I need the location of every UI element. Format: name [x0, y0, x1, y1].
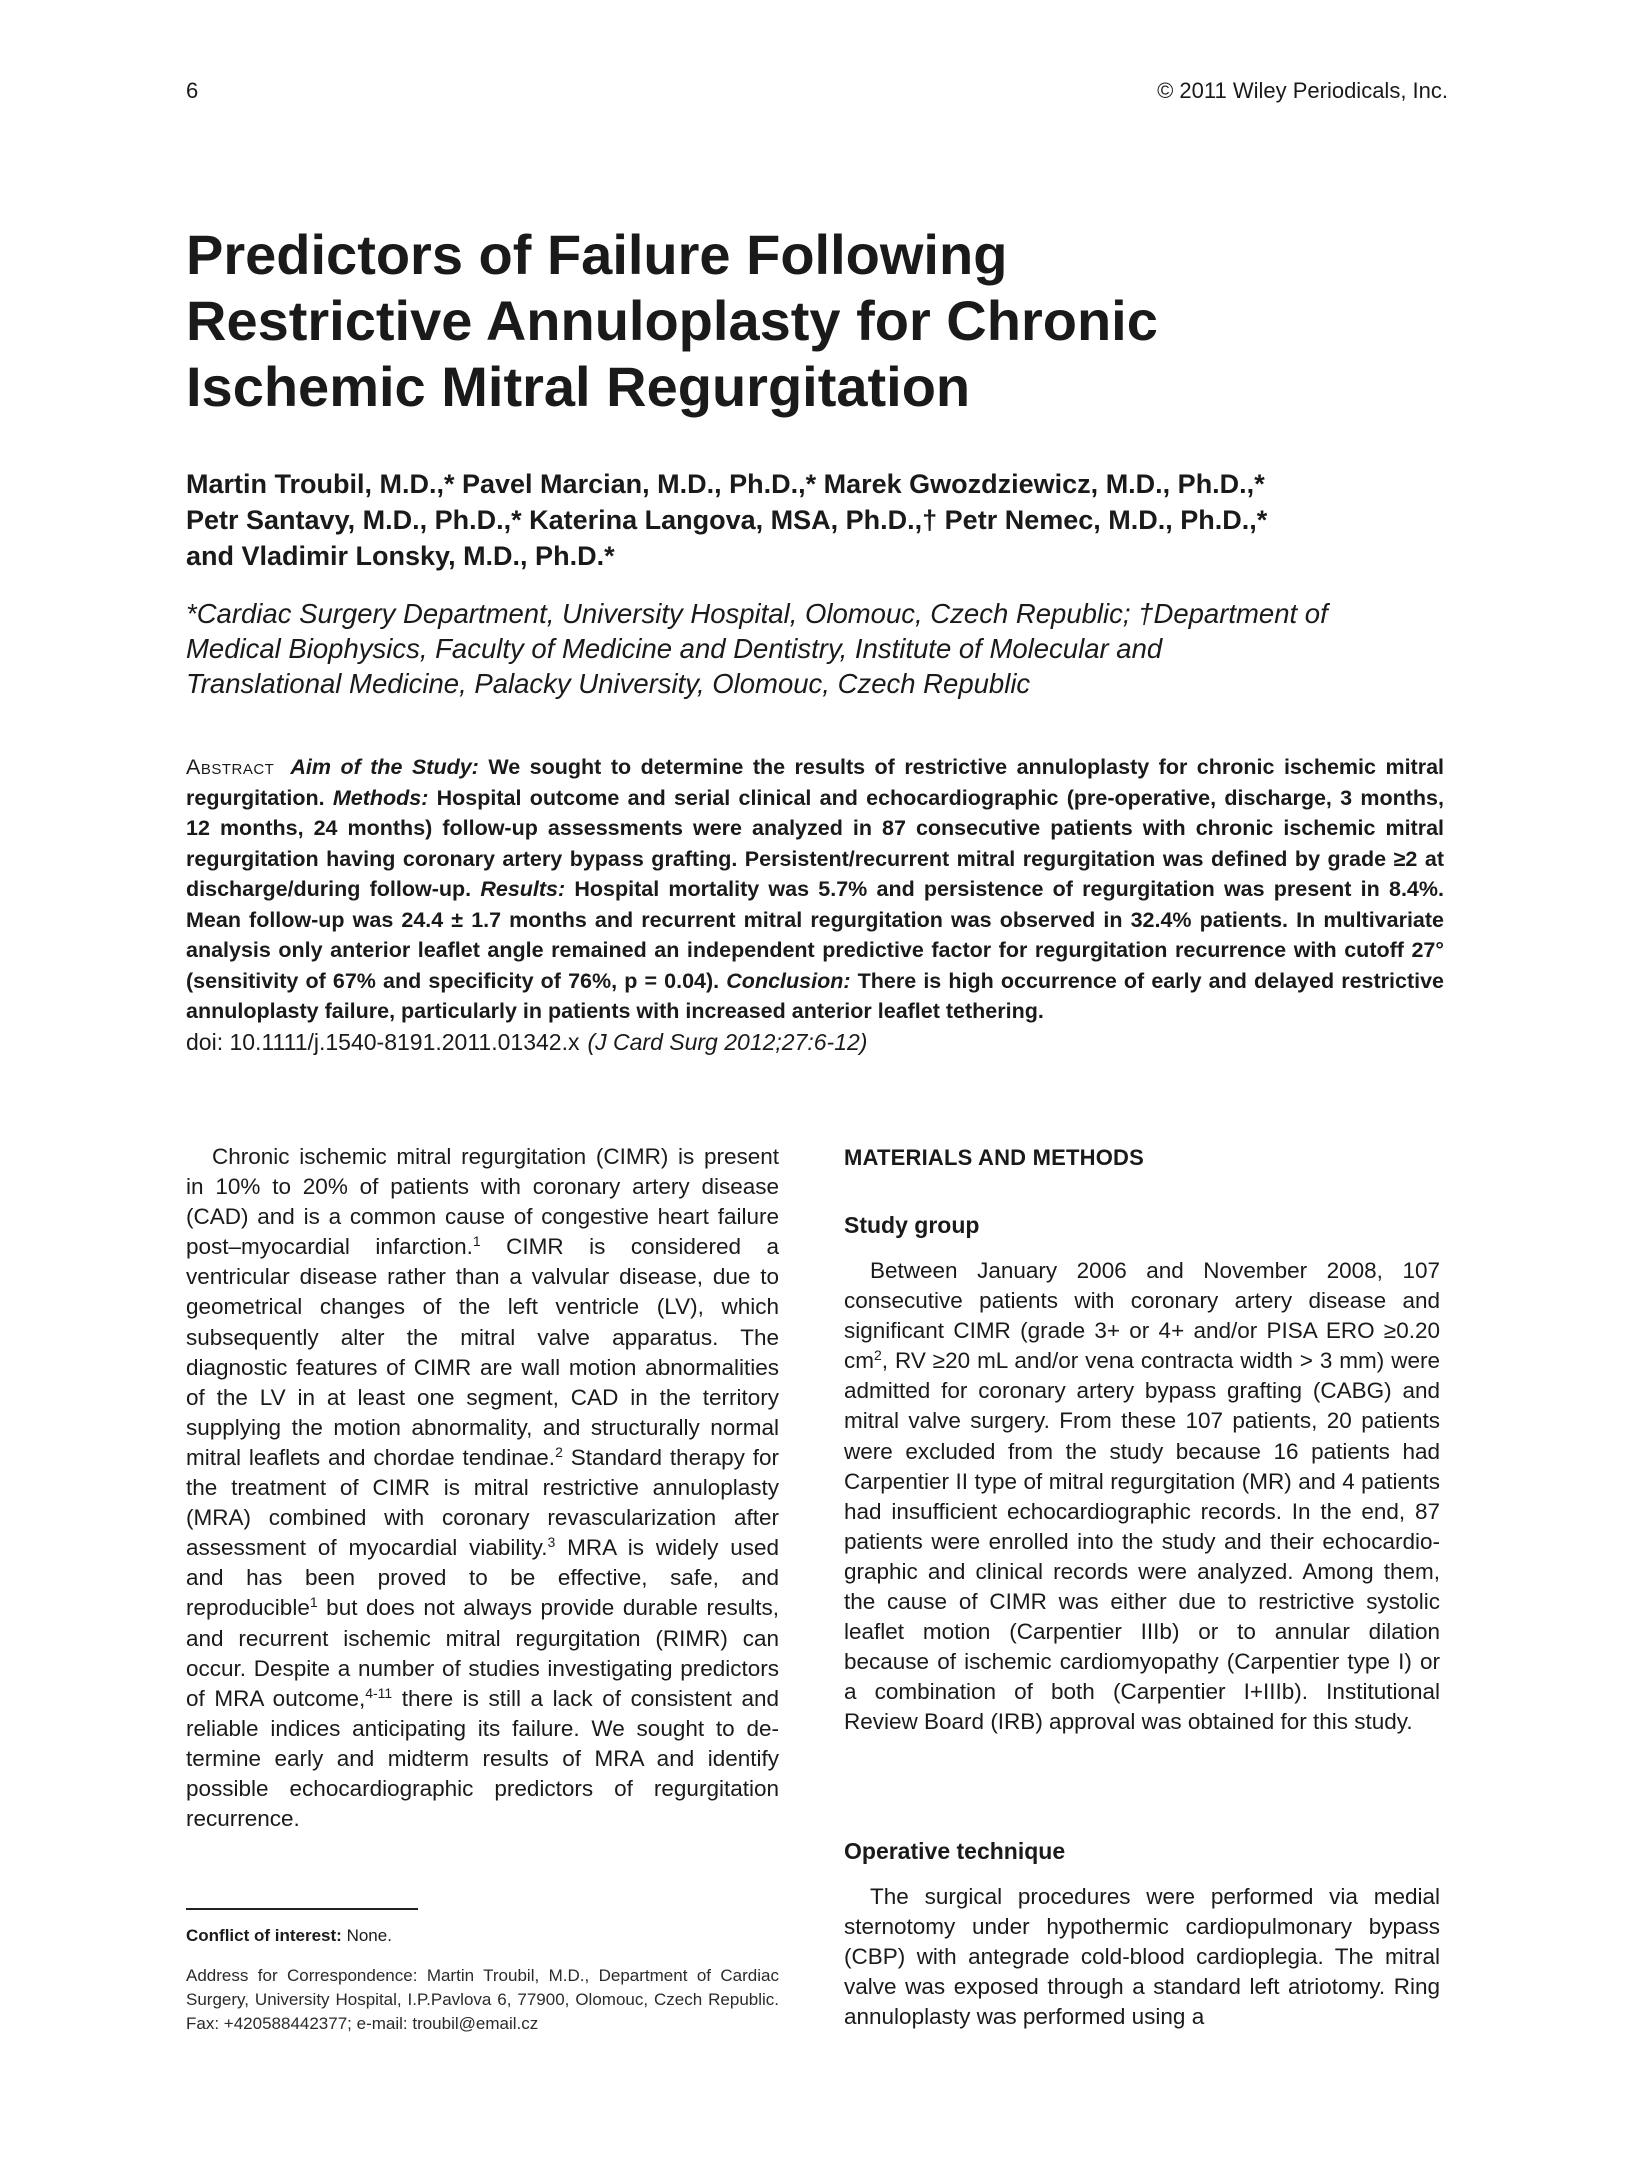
methods-label: Methods:	[332, 785, 429, 810]
affiliations	[186, 596, 1466, 701]
intro-text: Standard therapy for the treatment of CIMR is mitral restrictive annuloplasty (MRA) combined with coronary revascularization after assessment of myocardial viability.	[186, 1444, 779, 1561]
conflict-value: None.	[341, 1926, 392, 1945]
title-line: Ischemic Mitral Regurgitation	[186, 355, 971, 418]
intro-text: there is still a lack of consistent and reliable indices anticipating its failure. We sought to determine early and midterm results of MRA and identify possible echocardiographic predictors of regurgitation recurrence.	[186, 1685, 779, 1832]
footnote-divider	[186, 1908, 418, 1910]
abstract-label: Abstract	[186, 755, 275, 779]
operative-paragraph: The surgical procedures were performed via medial sternotomy under hypothermic cardiopulmonary bypass (CBP) with antegrade cold-blood cardioplegia. The mitral valve was exposed through a standard left atriotomy. Ring annuloplasty was performed using a	[844, 1884, 1440, 2030]
ref-superscript: 2	[555, 1443, 563, 1460]
title-line: Predictors of Failure Following	[186, 223, 1008, 286]
results-label: Results:	[480, 877, 566, 901]
study-group-text: Between January 2006 and November 2008, 107 consecutive patients with coronary artery disease and significant CIMR (grade 3+ or 4+ and/or PISA ERO ≥0.20 cm	[844, 1258, 1440, 1374]
author-line: Martin Troubil, M.D.,* Pavel Marcian, M.D., Ph.D.,* Marek Gwozdziewicz, M.D., Ph.D.,*	[186, 469, 1265, 499]
introduction-paragraph	[186, 1142, 779, 1834]
page-number: 6	[186, 78, 199, 103]
conclusion-label: Conclusion:	[726, 968, 851, 993]
conflict-of-interest	[186, 1924, 779, 1948]
results-text: Hospital mortality was 5.7% and persistence of regurgitation was present in 8.4%. Mean follow-up was 24.4 ± 1.7 months and recurrent mitral regurgitation was observed in 32.4% patients. In multivariate analysis only anterior leaflet angle remained an independent predictive factor for regurgitation recurrence with cutoff 27° (sensitivity of 67% and specificity of 76%, p = 0.04).	[186, 877, 1444, 993]
operative-column	[844, 1882, 1440, 2032]
article-title	[186, 222, 1486, 420]
doi: doi: 10.1111/j.1540-8191.2011.01342.x	[186, 1028, 580, 1055]
methods-text: Hospital outcome and serial clinical and echocardiographic (pre-operative, discharge, 3 months, 12 months, 24 months) follow-up assessments were analyzed in 87 consecutive patients with chronic ischemic mitral regurgitation having coronary artery bypass grafting. Persistent/recurrent mitral regurgitation was defined by grade ≥2 at discharge/during follow-up.	[186, 785, 1444, 901]
author-line: and Vladimir Lonsky, M.D., Ph.D.*	[186, 541, 615, 571]
intro-text: Chronic ischemic mitral regurgitation (CIMR) is present in 10% to 20% of patients with coronary artery disease (CAD) and is a common cause of congestive heart failure post–myocardial infarction.	[186, 1144, 779, 1260]
study-group-text: , RV ≥20 mL and/or vena contracta width > 3 mm) were admitted for coronary artery bypass grafting (CABG) and mitral valve surgery. From these 107 patients, 20 patients were excluded from the study because 16 patients had Carpentier II type of mitral regurgitation (MR) and 4 patients had insufficient echocardiographic records. In the end, 87 patients were enrolled into the study and their echocardiographic and clinical records were analyzed. Among them, the cause of CIMR was either due to restrictive systolic leaflet motion (Carpentier IIIb) or to annular dilation because of ischemic cardiomyopathy (Carpentier type I) or a combination of both (Carpentier I+IIIb). Institutional Review Board (IRB) approval was obtained for this study.	[844, 1348, 1440, 1735]
affiliation-line: *Cardiac Surgery Department, University Hospital, Olomouc, Czech Republic; †Department of	[186, 598, 1328, 629]
subsection-heading: Study group	[844, 1212, 980, 1238]
ref-superscript: 1	[309, 1594, 318, 1611]
intro-text: but does not always provide durable results, and recurrent ischemic mitral regurgitation (RIMR) can occur. Despite a number of studies investigating predictors of MRA outcome,	[186, 1595, 779, 1711]
ref-superscript: 3	[547, 1534, 556, 1551]
intro-text: MRA is widely used and has been proved to be effective, safe, and reproducible	[186, 1535, 779, 1621]
abstract	[186, 752, 1444, 1057]
introduction-column	[186, 1142, 779, 1834]
conflict-label: Conflict of interest:	[186, 1926, 342, 1945]
doi-line	[186, 1027, 1444, 1058]
affiliation-line: Translational Medicine, Palacky University, Olomouc, Czech Republic	[186, 668, 1031, 699]
study-group-column	[844, 1256, 1440, 1738]
ref-superscript: 4-11	[365, 1684, 393, 1701]
journal-citation: (J Card Surg 2012;27:6-12)	[587, 1028, 868, 1055]
ref-superscript: 1	[472, 1233, 481, 1250]
affiliation-line: Medical Biophysics, Faculty of Medicine and Dentistry, Institute of Molecular and	[186, 633, 1163, 664]
conclusion-text: There is high occurrence of early and delayed restrictive annuloplasty failure, particularly in patients with increased anterior leaflet tethering.	[186, 968, 1445, 1023]
section-heading: MATERIALS AND METHODS	[844, 1145, 1144, 1170]
aim-text: We sought to determine the results of restrictive annuloplasty for chronic ischemic mitral regurgitation.	[186, 755, 1444, 810]
footnote	[186, 1924, 779, 2036]
author-list	[186, 466, 1466, 574]
correspondence-address: Address for Correspondence: Martin Troubil, M.D., Department of Cardiac Surgery, University Hospital, I.P.Pavlova 6, 77900, Olomouc, Czech Republic. Fax: +420588442377; e-mail: troubil@email.cz	[186, 1966, 779, 2033]
superscript: 2	[874, 1347, 882, 1364]
copyright-notice: © 2011 Wiley Periodicals, Inc.	[1157, 78, 1448, 103]
study-group-paragraph	[844, 1256, 1440, 1738]
author-line: Petr Santavy, M.D., Ph.D.,* Katerina Langova, MSA, Ph.D.,† Petr Nemec, M.D., Ph.D.,*	[186, 505, 1268, 535]
intro-text: CIMR is considered a ventricular disease rather than a valvular disease, due to geometrical changes of the left ventricle (LV), which subsequently alter the mitral valve apparatus. The diagnostic features of CIMR are wall motion abnormalities of the LV in at least one segment, CAD in the territory supplying the motion abnormality, and structurally normal mitral leaflets and chordae tendinae.	[186, 1234, 779, 1470]
title-line: Restrictive Annuloplasty for Chronic	[186, 289, 1158, 352]
aim-label: Aim of the Study:	[290, 755, 479, 779]
subsection-heading: Operative technique	[844, 1838, 1066, 1864]
